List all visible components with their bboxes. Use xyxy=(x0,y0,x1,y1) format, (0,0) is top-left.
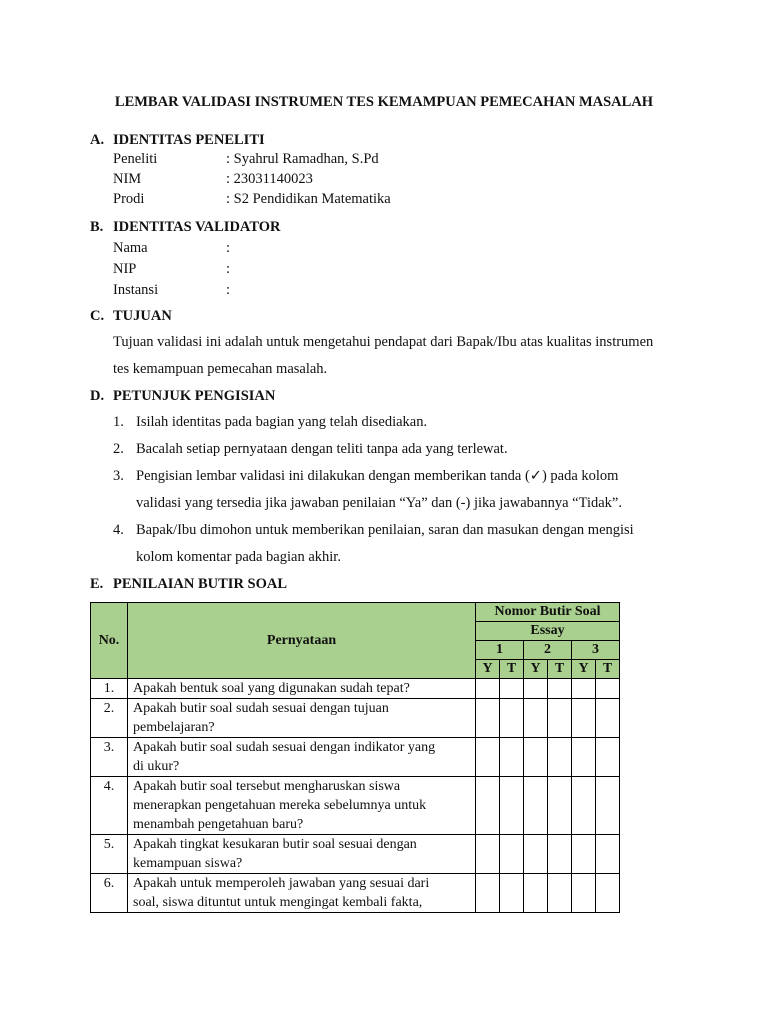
nim-label: NIM xyxy=(113,171,142,187)
row-number: 5. xyxy=(91,835,128,874)
purpose-paragraph xyxy=(113,329,688,383)
row-number: 3. xyxy=(91,738,128,777)
check-cell[interactable] xyxy=(572,699,596,738)
instruction-line: validasi yang tersedia jika jawaban penilaian “Ya” dan (-) jika jawabannya “Tidak”. xyxy=(136,495,622,511)
check-cell[interactable] xyxy=(476,699,500,738)
researcher-label: Peneliti xyxy=(113,151,158,167)
check-cell[interactable] xyxy=(476,874,500,913)
check-cell[interactable] xyxy=(596,835,620,874)
assessment-table xyxy=(90,602,620,913)
statement-line: Apakah butir soal tersebut mengharuskan siswa xyxy=(133,779,401,794)
row-statement xyxy=(128,679,476,699)
header-yes: Y xyxy=(572,660,596,679)
header-yes: Y xyxy=(524,660,548,679)
check-cell[interactable] xyxy=(476,679,500,699)
table-row xyxy=(91,738,620,777)
row-statement xyxy=(128,874,476,913)
header-essay: Essay xyxy=(476,622,620,641)
check-cell[interactable] xyxy=(596,777,620,835)
prodi-label: Prodi xyxy=(113,191,145,207)
check-cell[interactable] xyxy=(524,777,548,835)
check-cell[interactable] xyxy=(548,679,572,699)
check-cell[interactable] xyxy=(500,874,524,913)
section-a-heading: IDENTITAS PENELITI xyxy=(113,132,265,148)
check-cell[interactable] xyxy=(524,738,548,777)
table-row xyxy=(91,777,620,835)
check-cell[interactable] xyxy=(572,738,596,777)
statement-line: Apakah butir soal sudah sesuai dengan indikator yang xyxy=(133,740,436,755)
table-row xyxy=(91,699,620,738)
check-cell[interactable] xyxy=(572,679,596,699)
instruction-number: 1. xyxy=(113,414,124,430)
section-b-heading: IDENTITAS VALIDATOR xyxy=(113,219,281,235)
instruction-line: Bacalah setiap pernyataan dengan teliti tanpa ada yang terlewat. xyxy=(136,441,508,457)
section-b-letter: B. xyxy=(90,219,104,235)
row-statement xyxy=(128,738,476,777)
purpose-line: Tujuan validasi ini adalah untuk mengetahui pendapat dari Bapak/Ibu atas kualitas instrumen xyxy=(113,334,654,350)
check-cell[interactable] xyxy=(548,835,572,874)
instruction-number: 3. xyxy=(113,468,124,484)
check-cell[interactable] xyxy=(524,874,548,913)
check-cell[interactable] xyxy=(500,679,524,699)
instruction-number: 2. xyxy=(113,441,124,457)
statement-line: Apakah tingkat kesukaran butir soal sesuai dengan xyxy=(133,837,417,852)
document-title: LEMBAR VALIDASI INSTRUMEN TES KEMAMPUAN PEMECAHAN MASALAH xyxy=(114,94,654,110)
check-cell[interactable] xyxy=(524,699,548,738)
section-e-letter: E. xyxy=(90,576,104,592)
check-cell[interactable] xyxy=(596,679,620,699)
check-cell[interactable] xyxy=(500,738,524,777)
check-cell[interactable] xyxy=(596,699,620,738)
section-c-letter: C. xyxy=(90,308,105,324)
check-cell[interactable] xyxy=(596,738,620,777)
header-no: No. xyxy=(91,603,128,679)
row-number: 6. xyxy=(91,874,128,913)
check-cell[interactable] xyxy=(524,679,548,699)
check-cell[interactable] xyxy=(500,699,524,738)
check-cell[interactable] xyxy=(548,874,572,913)
table-row xyxy=(91,679,620,699)
instruction-item xyxy=(136,409,676,436)
check-cell[interactable] xyxy=(572,777,596,835)
instruction-line: kolom komentar pada bagian akhir. xyxy=(136,549,341,565)
section-a-letter: A. xyxy=(90,132,105,148)
check-cell[interactable] xyxy=(524,835,548,874)
statement-line: menambah pengetahuan baru? xyxy=(133,817,304,832)
statement-line: soal, siswa dituntut untuk mengingat kembali fakta, xyxy=(133,895,423,910)
validator-name-value: : xyxy=(226,240,231,256)
header-item-3: 3 xyxy=(572,641,620,660)
header-no-answer: T xyxy=(596,660,620,679)
row-number: 1. xyxy=(91,679,128,699)
check-cell[interactable] xyxy=(476,835,500,874)
header-item-number-group: Nomor Butir Soal xyxy=(476,603,620,622)
header-item-2: 2 xyxy=(524,641,572,660)
header-no-answer: T xyxy=(548,660,572,679)
row-statement xyxy=(128,835,476,874)
table-row xyxy=(91,874,620,913)
check-cell[interactable] xyxy=(548,777,572,835)
statement-line: Apakah butir soal sudah sesuai dengan tujuan xyxy=(133,701,389,716)
statement-line: menerapkan pengetahuan mereka sebelumnya untuk xyxy=(133,798,427,813)
statement-line: Apakah bentuk soal yang digunakan sudah tepat? xyxy=(133,681,410,696)
instruction-line: Isilah identitas pada bagian yang telah disediakan. xyxy=(136,414,428,430)
purpose-line: tes kemampuan pemecahan masalah. xyxy=(113,361,328,377)
instruction-item xyxy=(136,463,676,517)
section-e-heading: PENILAIAN BUTIR SOAL xyxy=(113,576,288,592)
check-cell[interactable] xyxy=(596,874,620,913)
row-statement xyxy=(128,777,476,835)
validator-nip-label: NIP xyxy=(113,261,137,277)
nim-value: : 23031140023 xyxy=(226,171,313,187)
check-cell[interactable] xyxy=(476,738,500,777)
instruction-item xyxy=(136,436,676,463)
row-statement xyxy=(128,699,476,738)
header-statement: Pernyataan xyxy=(128,603,476,679)
validator-institution-label: Instansi xyxy=(113,282,159,298)
statement-line: di ukur? xyxy=(133,759,180,774)
check-cell[interactable] xyxy=(548,738,572,777)
instruction-line: Pengisian lembar validasi ini dilakukan dengan memberikan tanda (✓) pada kolom xyxy=(136,468,619,484)
instruction-item xyxy=(136,517,676,571)
prodi-value: : S2 Pendidikan Matematika xyxy=(226,191,391,207)
statement-line: pembelajaran? xyxy=(133,720,215,735)
check-cell[interactable] xyxy=(500,777,524,835)
header-no-answer: T xyxy=(500,660,524,679)
row-number: 4. xyxy=(91,777,128,835)
section-d-letter: D. xyxy=(90,388,105,404)
check-cell[interactable] xyxy=(476,777,500,835)
header-yes: Y xyxy=(476,660,500,679)
researcher-value: : Syahrul Ramadhan, S.Pd xyxy=(226,151,379,167)
row-number: 2. xyxy=(91,699,128,738)
instruction-number: 4. xyxy=(113,522,124,538)
section-c-heading: TUJUAN xyxy=(113,308,172,324)
statement-line: Apakah untuk memperoleh jawaban yang sesuai dari xyxy=(133,876,430,891)
validator-nip-value: : xyxy=(226,261,231,277)
validator-name-label: Nama xyxy=(113,240,148,256)
instruction-line: Bapak/Ibu dimohon untuk memberikan penilaian, saran dan masukan dengan mengisi xyxy=(136,522,634,538)
table-row xyxy=(91,835,620,874)
statement-line: kemampuan siswa? xyxy=(133,856,243,871)
header-item-1: 1 xyxy=(476,641,524,660)
validator-institution-value: : xyxy=(226,282,231,298)
section-d-heading: PETUNJUK PENGISIAN xyxy=(113,388,276,404)
check-cell[interactable] xyxy=(572,874,596,913)
check-cell[interactable] xyxy=(548,699,572,738)
check-cell[interactable] xyxy=(572,835,596,874)
check-cell[interactable] xyxy=(500,835,524,874)
